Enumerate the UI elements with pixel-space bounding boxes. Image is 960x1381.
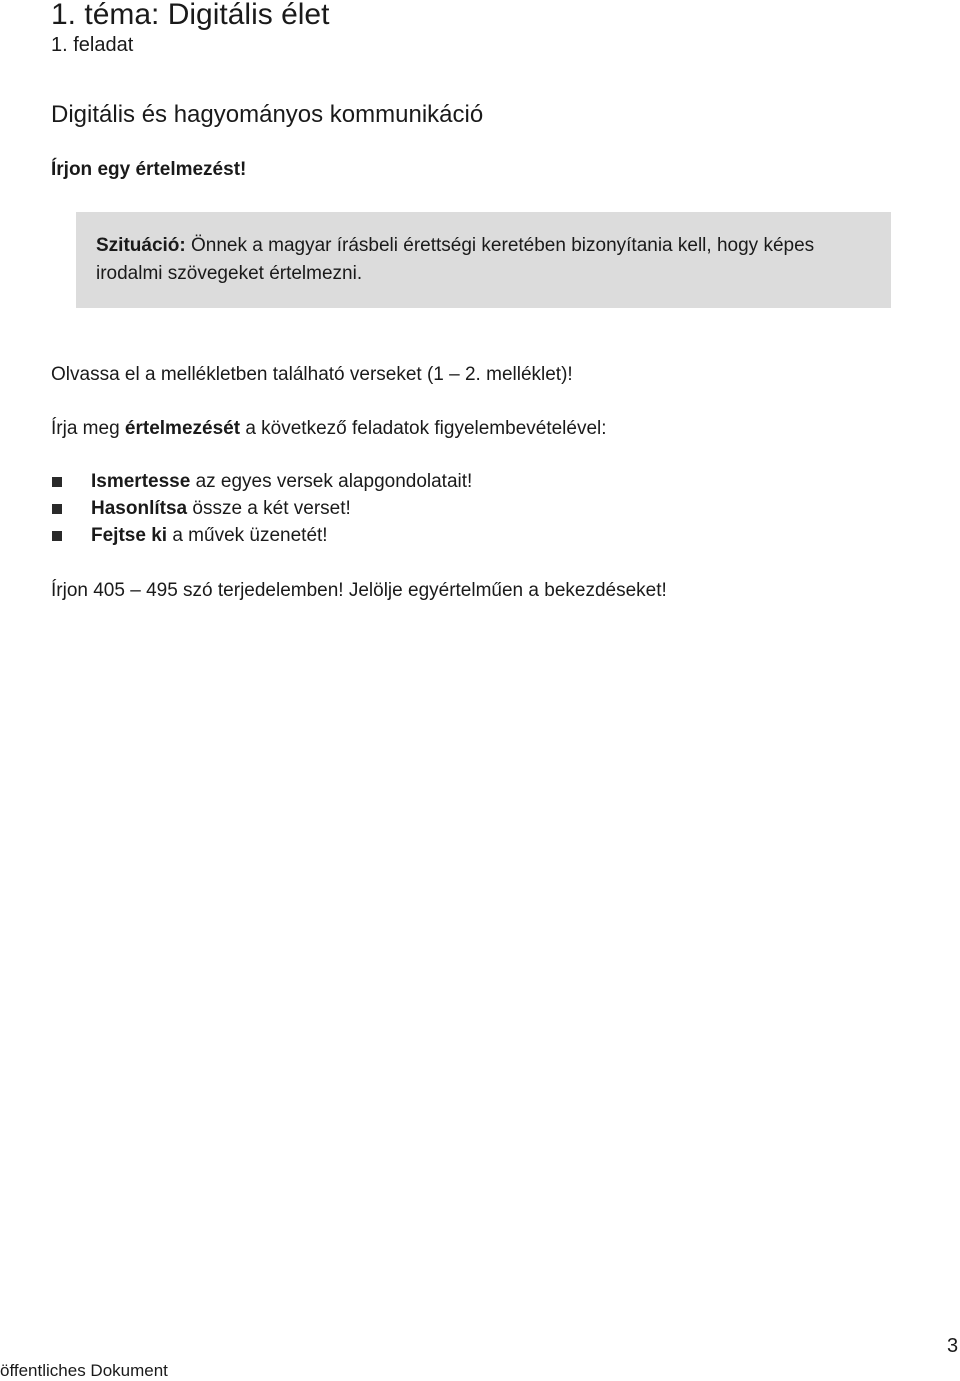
task-label: 1. feladat xyxy=(51,34,134,56)
situation-label: Szituáció: xyxy=(96,235,186,256)
task-verb: Ismertesse xyxy=(91,471,191,492)
instruction: Írjon egy értelmezést! xyxy=(51,159,247,180)
list-item xyxy=(51,524,472,551)
list-item xyxy=(51,470,472,497)
square-bullet-icon xyxy=(52,531,62,541)
write-after: a következő feladatok figyelembevételével: xyxy=(240,418,607,439)
task-verb: Hasonlítsa xyxy=(91,498,188,519)
task-text: az egyes versek alapgondolatait! xyxy=(190,471,473,492)
situation-body: Önnek a magyar írásbeli érettségi keretében bizonyítania kell, hogy képes irodalmi szövegeket értelmezni. xyxy=(96,235,815,284)
task-heading: Digitális és hagyományos kommunikáció xyxy=(51,101,484,128)
read-instruction: Olvassa el a mellékletben található verseket (1 – 2. melléklet)! xyxy=(51,364,573,385)
length-instruction: Írjon 405 – 495 szó terjedelemben! Jelölje egyértelműen a bekezdéseket! xyxy=(51,580,667,601)
task-text: össze a két verset! xyxy=(187,498,351,519)
topic-title: 1. téma: Digitális élet xyxy=(51,0,330,31)
task-text: a művek üzenetét! xyxy=(167,525,328,546)
task-list xyxy=(51,470,472,551)
write-before: Írja meg xyxy=(51,418,125,439)
situation-box xyxy=(76,212,891,308)
task-verb: Fejtse ki xyxy=(91,525,168,546)
footer-label: öffentliches Dokument xyxy=(0,1361,168,1380)
page-number: 3 xyxy=(947,1335,959,1357)
write-instruction xyxy=(51,417,607,441)
square-bullet-icon xyxy=(52,477,62,487)
square-bullet-icon xyxy=(52,504,62,514)
situation-text xyxy=(96,232,876,288)
list-item xyxy=(51,497,472,524)
write-bold: értelmezését xyxy=(124,418,241,439)
